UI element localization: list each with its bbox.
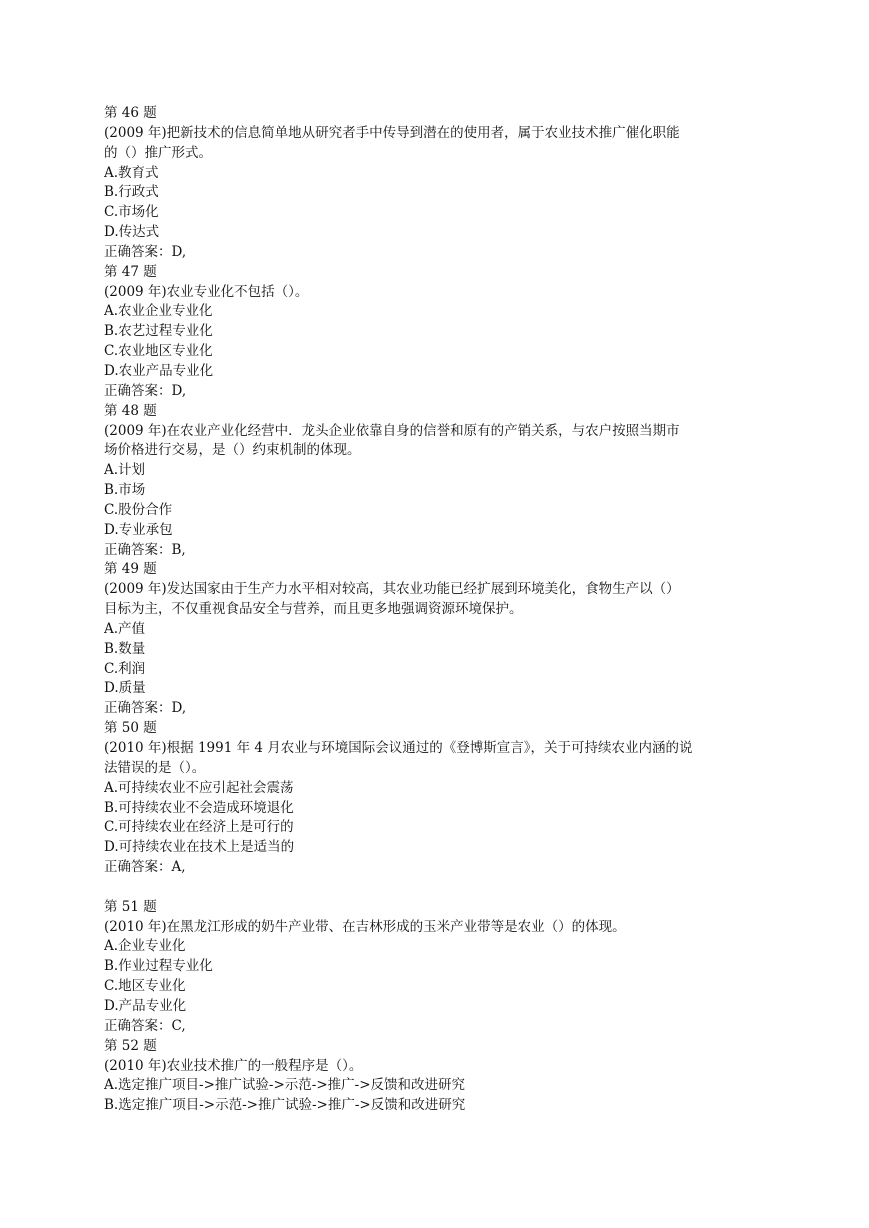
question-block	[104, 560, 764, 719]
option-d: D.质量	[104, 680, 146, 697]
question-block	[104, 898, 764, 1037]
option-d: D.可持续农业在技术上是适当的	[104, 839, 295, 856]
option-c: C.利润	[104, 660, 146, 677]
option-b: B.数量	[104, 640, 146, 657]
correct-answer: 正确答案：B,	[104, 541, 186, 558]
option-b: B.农艺过程专业化	[104, 323, 213, 340]
question-stem-line: 场价格进行交易，是（）约束机制的体现。	[104, 442, 361, 459]
option-c: C.农业地区专业化	[104, 343, 213, 360]
question-stem-line: 的（）推广形式。	[104, 144, 212, 161]
question-stem-line: (2009 年)在农业产业化经营中．龙头企业依靠自身的信誉和原有的产销关系，与农户按照当期市	[104, 422, 680, 439]
question-stem-line: 目标为主，不仅重视食品安全与营养，而且更多地强调资源环境保护。	[104, 601, 523, 618]
question-header: 第 51 题	[104, 898, 157, 915]
option-a: A.选定推广项目->推广试验->示范->推广->反馈和改进研究	[104, 1077, 466, 1094]
question-header: 第 46 题	[104, 105, 157, 121]
option-c: C.市场化	[104, 204, 159, 221]
option-a: A.农业企业专业化	[104, 303, 213, 320]
correct-answer: 正确答案：A,	[104, 859, 186, 876]
question-stem-line: (2009 年)把新技术的信息简单地从研究者手中传导到潜在的使用者，属于农业技术推广催化职能	[104, 124, 680, 141]
question-header: 第 49 题	[104, 561, 157, 578]
option-d: D.农业产品专业化	[104, 362, 214, 379]
question-header: 第 50 题	[104, 720, 157, 737]
question-block	[104, 1037, 764, 1116]
option-a: A.计划	[104, 462, 146, 479]
option-d: D.专业承包	[104, 521, 173, 538]
option-c: C.股份合作	[104, 501, 173, 518]
option-b: B.选定推广项目->示范->推广试验->推广->反馈和改进研究	[104, 1097, 466, 1114]
option-c: C.地区专业化	[104, 978, 186, 995]
question-block	[104, 263, 764, 402]
option-d: D.传达式	[104, 224, 160, 241]
question-stem-line: (2009 年)农业专业化不包括（）。	[104, 283, 309, 300]
correct-answer: 正确答案：C,	[104, 1017, 186, 1034]
option-d: D.产品专业化	[104, 997, 187, 1014]
question-block	[104, 104, 764, 263]
question-block	[104, 402, 764, 561]
option-a: A.企业专业化	[104, 938, 186, 955]
exam-document	[104, 104, 764, 1116]
question-stem-line: (2010 年)根据 1991 年 4 月农业与环境国际会议通过的《登博斯宣言》，关于可持续农业内涵的说	[104, 740, 693, 756]
correct-answer: 正确答案：D,	[104, 700, 187, 717]
question-header: 第 48 题	[104, 402, 157, 419]
question-stem-line: 法错误的是（）。	[104, 759, 206, 776]
option-a: A.产值	[104, 620, 146, 637]
option-b: B.可持续农业不会造成环境退化	[104, 799, 294, 816]
blank-line	[104, 878, 764, 898]
question-stem-line: (2010 年)农业技术推广的一般程序是（）。	[104, 1057, 363, 1074]
question-header: 第 47 题	[104, 263, 157, 280]
option-a: A.教育式	[104, 164, 159, 181]
option-a: A.可持续农业不应引起社会震荡	[104, 779, 294, 796]
correct-answer: 正确答案：D,	[104, 382, 187, 399]
option-b: B.行政式	[104, 184, 159, 201]
question-block	[104, 719, 764, 878]
option-b: B.市场	[104, 482, 146, 499]
correct-answer: 正确答案：D,	[104, 243, 187, 260]
option-c: C.可持续农业在经济上是可行的	[104, 819, 294, 836]
option-b: B.作业过程专业化	[104, 958, 213, 975]
question-header: 第 52 题	[104, 1037, 157, 1054]
question-stem-line: (2010 年)在黑龙江形成的奶牛产业带、在吉林形成的玉米产业带等是农业（）的体现。	[104, 918, 626, 935]
question-stem-line: (2009 年)发达国家由于生产力水平相对较高，其农业功能已经扩展到环境美化，食物生产以（）	[104, 581, 680, 598]
